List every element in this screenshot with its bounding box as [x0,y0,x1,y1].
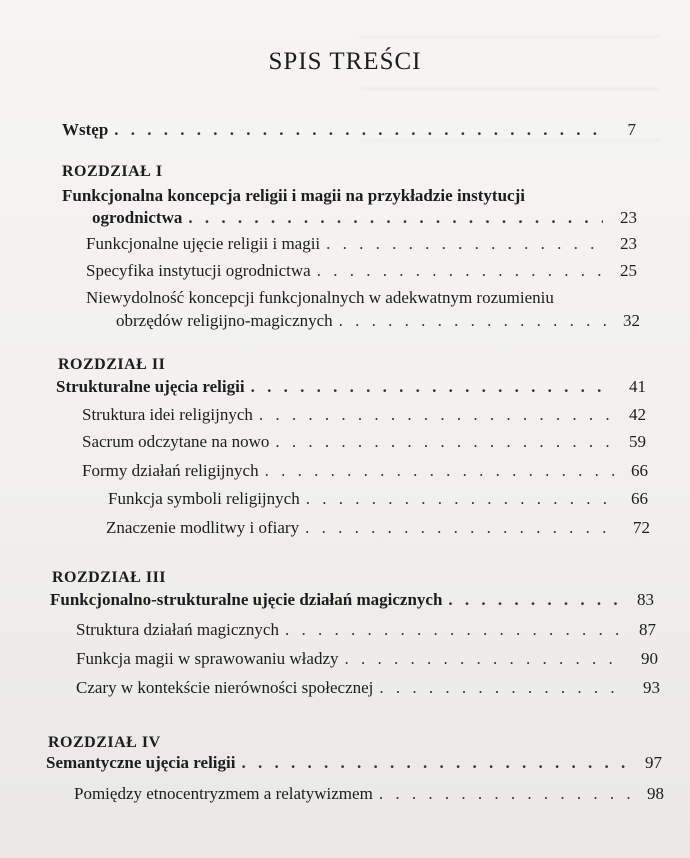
page-number: 87 [639,620,656,639]
leader-dots [241,753,628,773]
entry-label: Strukturalne ujęcia religii [56,377,245,396]
leader-dots [251,377,612,397]
entry-label: Funkcja symboli religijnych [108,489,300,508]
toc-entry-chapter3-title [50,590,654,610]
page-number: 90 [641,649,658,668]
toc-entry-3-2 [76,649,658,669]
chapter-heading-3: ROZDZIAŁ III [52,569,167,586]
toc-entry-1-3-line1: Niewydolność koncepcji funkcjonalnych w adekwatnym rozumieniu [86,288,554,307]
leader-dots [114,120,602,140]
toc-entry-2-2 [82,432,646,452]
entry-label: Funkcjonalne ujęcie religii i magii [86,234,321,253]
leader-dots [339,311,606,331]
leader-dots [259,405,612,425]
page-number: 97 [645,753,662,772]
toc-entry-4-1 [74,784,664,804]
toc-entry-chapter2-title [56,377,646,397]
leader-dots [285,620,622,640]
toc-entry-2-1 [82,405,646,425]
toc-entry-1-3 [116,311,640,331]
page-title: SPIS TREŚCI [268,48,422,75]
toc-entry-intro [62,120,636,140]
chapter-heading-2: ROZDZIAŁ II [58,356,166,373]
leader-dots [265,461,614,481]
toc-entry-2-3-1 [108,489,648,509]
leader-dots [317,261,603,281]
toc-entry-chapter1-title [92,208,637,228]
page-number: 66 [631,489,648,508]
page-number: 83 [637,590,654,609]
page-number: 7 [627,120,636,139]
page-number: 98 [647,784,664,803]
leader-dots [188,208,603,228]
page-number: 25 [620,261,637,280]
page-number: 23 [620,234,637,253]
page-number: 93 [643,678,660,697]
entry-label: Wstęp [62,120,109,139]
entry-label: Semantyczne ujęcia religii [46,753,236,772]
entry-label: obrzędów religijno-magicznych [116,311,333,330]
toc-entry-chapter4-title [46,753,662,773]
entry-label: Struktura idei religijnych [82,405,253,424]
leader-dots [379,784,630,804]
page-number: 42 [629,405,646,424]
entry-label: Specyfika instytucji ogrodnictwa [86,261,311,280]
toc-entry-3-1 [76,620,656,640]
entry-label: Funkcjonalno-strukturalne ujęcie działań magicznych [50,590,443,609]
leader-dots [326,234,603,254]
chapter-title-1-line1: Funkcjonalna koncepcja religii i magii na przykładzie instytucji [62,186,525,205]
entry-label: ogrodnictwa [92,208,183,227]
page-number: 72 [633,518,650,537]
entry-label: Czary w kontekście nierówności społecznej [76,678,374,697]
leader-dots [345,649,625,669]
chapter-heading-1: ROZDZIAŁ I [62,163,163,180]
entry-label: Funkcja magii w sprawowaniu władzy [76,649,339,668]
leader-dots [305,518,616,538]
page-number: 41 [629,377,646,396]
entry-label: Formy działań religijnych [82,461,259,480]
entry-label: Znaczenie modlitwy i ofiary [106,518,300,537]
toc-entry-1-1 [86,234,637,254]
toc-entry-1-2 [86,261,637,281]
leader-dots [275,432,612,452]
toc-entry-2-3-2 [106,518,650,538]
entry-label: Struktura działań magicznych [76,620,279,639]
leader-dots [379,678,626,698]
entry-label: Pomiędzy etnocentryzmem a relatywizmem [74,784,373,803]
page-number: 59 [629,432,646,451]
toc-entry-3-3 [76,678,660,698]
page-number: 23 [620,208,637,227]
page-number: 66 [631,461,648,480]
chapter-heading-4: ROZDZIAŁ IV [48,734,161,751]
leader-dots [306,489,614,509]
leader-dots [448,590,620,610]
entry-label: Sacrum odczytane na nowo [82,432,270,451]
page-number: 32 [623,311,640,330]
toc-entry-2-3 [82,461,648,481]
